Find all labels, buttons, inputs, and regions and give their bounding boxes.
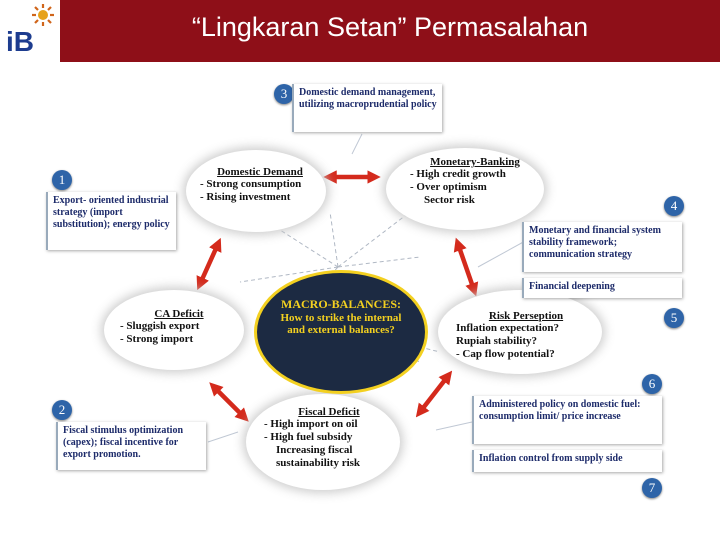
- node-item: - High credit growth: [410, 168, 506, 180]
- note-1: Export- oriented industrial strategy (import substitution); energy policy: [46, 192, 176, 250]
- node-item: Sector risk: [424, 194, 475, 206]
- node-item: - Strong consumption: [200, 178, 302, 190]
- center-title: MACRO-BALANCES:: [281, 297, 401, 311]
- arrow-monetary-risk: [458, 244, 474, 290]
- node-fiscal-deficit: [246, 394, 400, 490]
- node-item: - Strong import: [120, 333, 194, 345]
- node-item: Rupiah stability?: [456, 335, 537, 347]
- node-item: - Sluggish export: [120, 320, 200, 332]
- note-4: Monetary and financial system stability framework; communication strategy: [522, 222, 682, 272]
- node-item: - High fuel subsidy: [264, 431, 353, 443]
- node-monetary-banking: [386, 148, 544, 230]
- node-item: Increasing fiscal: [276, 444, 353, 456]
- diagram-area: [0, 62, 720, 540]
- node-title: Fiscal Deficit: [298, 406, 360, 418]
- logo-text: iB: [6, 26, 34, 57]
- node-item: sustainability risk: [276, 457, 361, 469]
- badge-3: 3: [274, 84, 294, 104]
- arrow-domestic-ca: [200, 244, 218, 284]
- center-line: and external balances?: [287, 324, 395, 336]
- node-ca-deficit: [104, 290, 244, 370]
- note-7: Inflation control from supply side: [472, 450, 662, 472]
- page-title: “Lingkaran Setan” Permasalahan: [191, 12, 589, 42]
- node-item: - Over optimism: [410, 181, 487, 193]
- note-2: Fiscal stimulus optimization (capex); fiscal incentive for export promotion.: [56, 422, 206, 470]
- macro-balances-center: [254, 270, 428, 394]
- note-6: Administered policy on domestic fuel: consumption limit/ price increase: [472, 396, 662, 444]
- node-item: Inflation expectation?: [456, 322, 559, 334]
- note-3: Domestic demand management, utilizing macroprudential policy: [292, 84, 442, 132]
- node-title: CA Deficit: [154, 308, 204, 320]
- node-title: Monetary-Banking: [430, 156, 520, 168]
- badge-6: 6: [642, 374, 662, 394]
- sun-logo-icon: [32, 4, 54, 26]
- logo: [0, 0, 60, 62]
- node-domestic-demand: [186, 150, 326, 232]
- badge-5: 5: [664, 308, 684, 328]
- header-bar: [0, 0, 720, 62]
- node-item: - High import on oil: [264, 418, 358, 430]
- badge-1: 1: [52, 170, 72, 190]
- badge-4: 4: [664, 196, 684, 216]
- node-item: - Cap flow potential?: [456, 348, 555, 360]
- note-5: Financial deepening: [522, 278, 682, 298]
- arrow-risk-fiscal: [420, 376, 448, 412]
- node-title: Domestic Demand: [217, 166, 303, 178]
- node-item: - Rising investment: [200, 191, 291, 203]
- node-risk-perception: [438, 290, 602, 374]
- arrow-ca-fiscal: [214, 387, 244, 417]
- node-title: Risk Perseption: [488, 310, 564, 322]
- badge-2: 2: [52, 400, 72, 420]
- badge-7: 7: [642, 478, 662, 498]
- center-line: How to strike the internal: [280, 312, 402, 324]
